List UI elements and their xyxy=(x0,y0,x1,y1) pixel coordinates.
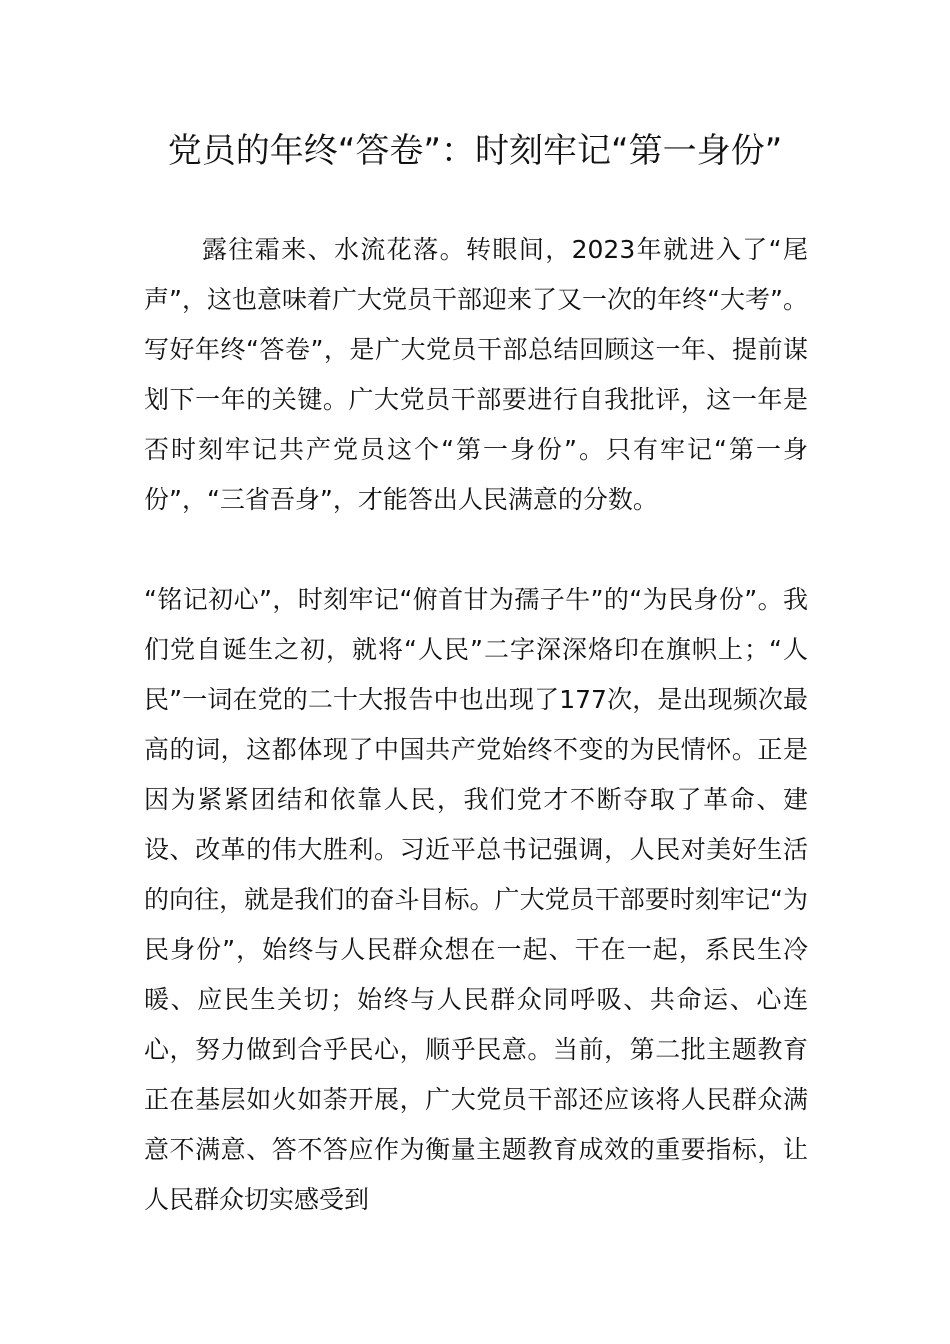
paragraph-1: 露往霜来、水流花落。转眼间，2023年就进入了“尾声”，这也意味着广大党员干部迎来了又一次的年终“大考”。写好年终“答卷”，是广大党员干部总结回顾这一年、提前谋划下一年的关键。广大党员干部要进行自我批评，这一年是否时刻牢记共产党员这个“第一身份”。只有牢记“第一身份”，“三省吾身”，才能答出人民满意的分数。 xyxy=(144,235,808,514)
document-title: 党员的年终“答卷”：时刻牢记“第一身份” xyxy=(167,131,783,171)
paragraph-2: “铭记初心”，时刻牢记“俯首甘为孺子牛”的“为民身份”。我们党自诞生之初，就将“人民”二字深深烙印在旗帜上；“人民”一词在党的二十大报告中也出现了177次，是出现频次最高的词，这都体现了中国共产党始终不变的为民情怀。正是因为紧紧团结和依靠人民，我们党才不断夺取了革命、建设、改革的伟大胜利。习近平总书记强调，人民对美好生活的向往，就是我们的奋斗目标。广大党员干部要时刻牢记“为民身份”，始终与人民群众想在一起、干在一起，系民生冷暖、应民生关切；始终与人民群众同呼吸、共命运、心连心，努力做到合乎民心，顺乎民意。当前，第二批主题教育正在基层如火如荼开展，广大党员干部还应该将人民群众满意不满意、答不答应作为衡量主题教育成效的重要指标，让人民群众切实感受到 xyxy=(144,585,808,1214)
